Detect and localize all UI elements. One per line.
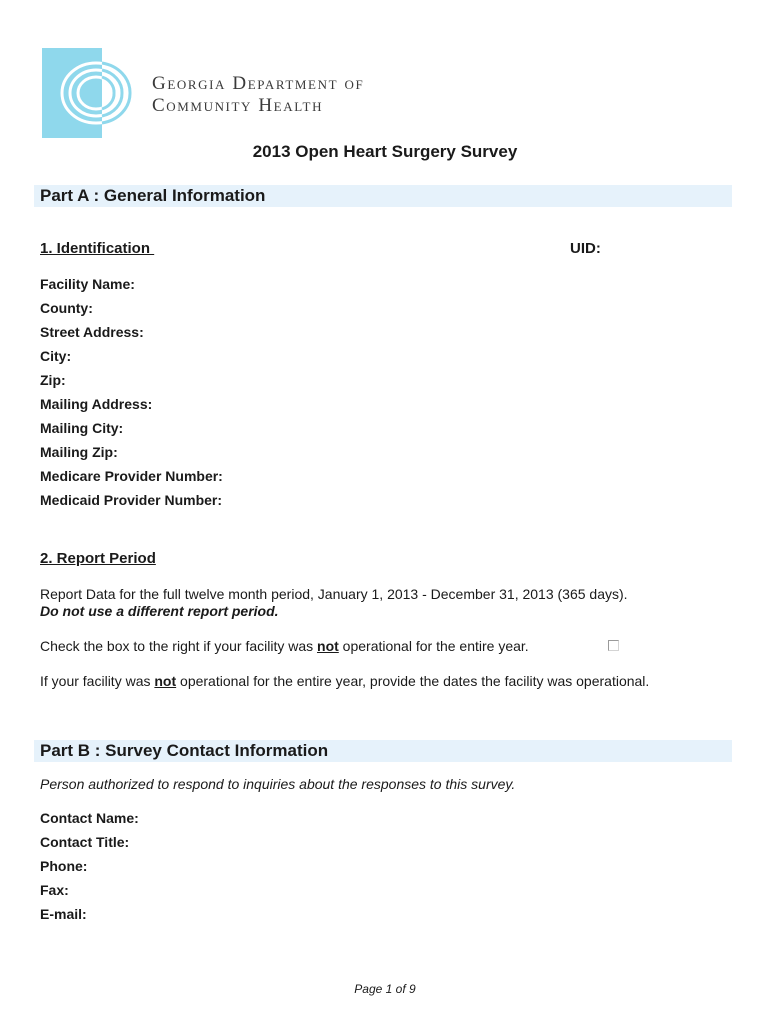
field-facility-name: Facility Name: — [40, 276, 135, 292]
gdch-logo-icon — [42, 48, 138, 138]
report-period-warning: Do not use a different report period. — [40, 603, 279, 619]
field-mailing-address: Mailing Address: — [40, 396, 153, 412]
field-phone: Phone: — [40, 858, 88, 874]
part-a-title: Part A : General Information — [40, 186, 266, 205]
field-street-address: Street Address: — [40, 324, 144, 340]
field-contact-title: Contact Title: — [40, 834, 130, 850]
field-mailing-zip: Mailing Zip: — [40, 444, 118, 460]
not-operational-checkbox[interactable] — [608, 640, 619, 651]
field-contact-name: Contact Name: — [40, 810, 139, 826]
field-mailing-city: Mailing City: — [40, 420, 124, 436]
field-medicare-provider-number: Medicare Provider Number: — [40, 468, 223, 484]
field-city: City: — [40, 348, 72, 364]
field-county: County: — [40, 300, 93, 316]
report-period-heading: 2. Report Period — [40, 550, 156, 567]
field-email: E-mail: — [40, 906, 87, 922]
identification-heading: 1. Identification — [40, 240, 155, 257]
field-zip: Zip: — [40, 372, 66, 388]
org-name-line1: Georgia Department of — [152, 73, 365, 94]
operational-dates-instruction: If your facility was not operational for the entire year, provide the dates the facility was operational. — [40, 673, 650, 689]
contact-intro: Person authorized to respond to inquiries about the responses to this survey. — [40, 776, 516, 792]
org-name-line2: Community Health — [152, 95, 324, 116]
field-fax: Fax: — [40, 882, 69, 898]
document-title: 2013 Open Heart Surgery Survey — [252, 142, 518, 161]
part-b-title: Part B : Survey Contact Information — [40, 741, 329, 760]
part-b-header — [34, 740, 732, 762]
part-a-header — [34, 185, 732, 207]
field-medicaid-provider-number: Medicaid Provider Number: — [40, 492, 223, 508]
not-operational-instruction: Check the box to the right if your facility was not operational for the entire year. — [40, 638, 529, 654]
report-period-text: Report Data for the full twelve month period, January 1, 2013 - December 31, 2013 (365 days). — [40, 586, 628, 602]
uid-label: UID: — [570, 240, 601, 257]
page-number: Page 1 of 9 — [354, 982, 416, 996]
